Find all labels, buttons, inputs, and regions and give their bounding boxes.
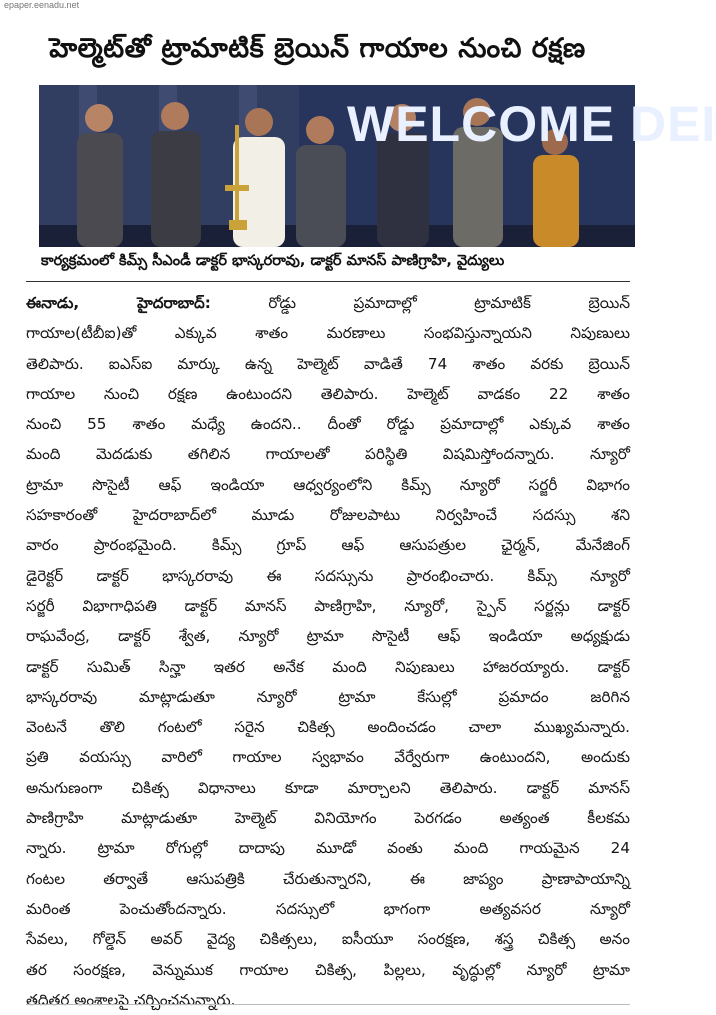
article-line xyxy=(26,530,630,560)
article-line-text: ప్రతి వయస్సు వారిలో గాయాల స్వభావం వేర్వేరుగా ఉంటుందని, అందుకు xyxy=(26,748,630,767)
article-line-text: రాఘవేంద్ర, డాక్టర్‌ శ్వేత, న్యూరో ట్రామా సొసైటీ ఆఫ్‌ ఇండియా అధ్యక్షుడు xyxy=(26,627,630,646)
article-line xyxy=(26,500,630,530)
article-line-text: సేవలు, గోల్డెన్‌ అవర్‌ వైద్య చికిత్సలు, ఐసీయూ సంరక్షణ, శస్త్ర చికిత్స అనం xyxy=(26,930,630,949)
article-line xyxy=(26,833,630,863)
article-line xyxy=(26,470,630,500)
welcome-banner-text: WELCOME DEI xyxy=(347,96,716,152)
article-line xyxy=(26,742,630,772)
article-line-text: పాణిగ్రాహి మాట్లాడుతూ హెల్మెట్‌ వినియోగం పెరగడం అత్యంత కీలకమ xyxy=(26,809,630,828)
article-line xyxy=(26,439,630,469)
article-line-text: భాస్కరరావు మాట్లాడుతూ న్యూరో ట్రామా కేసుల్లో ప్రమాదం జరిగిన xyxy=(26,687,630,706)
article-line xyxy=(26,318,630,348)
dateline: ఈనాడు, హైదరాబాద్‌: xyxy=(26,294,211,312)
article-line xyxy=(26,379,630,409)
article-body xyxy=(26,288,630,1015)
article-line xyxy=(26,803,630,833)
article-line xyxy=(26,864,630,894)
article-line xyxy=(26,924,630,954)
article-line-text: వారం ప్రారంభమైంది. కిమ్స్‌ గ్రూప్‌ ఆఫ్‌ ఆసుపత్రుల ఛైర్మన్‌, మేనేజింగ్‌ xyxy=(26,536,630,555)
article-line-text: సహకారంతో హైదరాబాద్‌లో మూడు రోజులపాటు నిర్వహించే సదస్సు శని xyxy=(26,506,630,525)
article-line xyxy=(26,682,630,712)
bottom-divider xyxy=(26,1004,630,1005)
article-line-text: తెలిపారు. ఐఎస్‌ఐ మార్కు ఉన్న హెల్మెట్‌ వాడితే 74 శాతం వరకు బ్రెయిన్‌ xyxy=(26,354,630,373)
article-line-text: తర సంరక్షణ, వెన్నుముక గాయాల చికిత్స, పిల్లలు, వృద్ధుల్లో న్యూరో ట్రామా xyxy=(26,960,630,979)
article-line-text: న్నారు. ట్రామా రోగుల్లో దాదాపు మూడో వంతు మంది గాయమైన 24 xyxy=(26,839,630,858)
article-line xyxy=(26,712,630,742)
photo-caption: కార్యక్రమంలో కిమ్స్‌ సీఎండీ డాక్టర్‌ భాస్కరరావు, డాక్టర్‌ మానస్‌ పాణిగ్రాహి, వైద్యులు xyxy=(41,253,505,269)
article-line xyxy=(26,985,630,1015)
source-url: epaper.eenadu.net xyxy=(4,0,80,10)
article-line-text: మంది మెదడుకు తగిలిన గాయాలతో పరిస్థితి విషమిస్తోందన్నారు. న్యూరో xyxy=(26,445,630,464)
article-line-text: నుంచి 55 శాతం మధ్యే ఉందని.. దీంతో రోడ్డు ప్రమాదాల్లో ఎక్కువ శాతం xyxy=(26,415,630,434)
event-photo xyxy=(39,85,716,247)
article-line xyxy=(26,591,630,621)
article-line-text: మరింత పెంచుతోందన్నారు. సదస్సులో భాగంగా అత్యవసర న్యూరో xyxy=(26,899,630,918)
article-line xyxy=(26,955,630,985)
article-line xyxy=(26,561,630,591)
headline: హెల్మెట్‌తో ట్రామాటిక్‌ బ్రెయిన్‌ గాయాల నుంచి రక్షణ xyxy=(49,33,586,64)
article-line xyxy=(26,409,630,439)
article-line xyxy=(26,773,630,803)
article-line-text: డైరెక్టర్‌ డాక్టర్‌ భాస్కరరావు ఈ సదస్సును ప్రారంభించారు. కిమ్స్‌ న్యూరో xyxy=(26,566,630,585)
article-line-text: అనుగుణంగా చికిత్స విధానాలు కూడా మార్చాలని తెలిపారు. డాక్టర్‌ మానస్‌ xyxy=(26,778,630,797)
article-line-text: సర్జరీ విభాగాధిపతి డాక్టర్‌ మానస్‌ పాణిగ్రాహి, న్యూరో, స్పైన్‌ సర్జన్లు డాక్టర్‌ xyxy=(26,596,630,615)
article-line xyxy=(26,894,630,924)
article-line xyxy=(26,652,630,682)
article-line xyxy=(26,349,630,379)
article-line-text: గంటల తర్వాతే ఆసుపత్రికి చేరుతున్నారని, ఈ జాప్యం ప్రాణాపాయాన్ని xyxy=(26,869,630,888)
article-line-text: ట్రామా సొసైటీ ఆఫ్‌ ఇండియా ఆధ్వర్యంలోని కిమ్స్‌ న్యూరో సర్జరీ విభాగం xyxy=(26,475,630,494)
article-line-text: తదితర అంశాలపై చర్చించనున్నారు. xyxy=(26,990,236,1009)
article-line xyxy=(26,288,630,318)
article-line-text: గాయాల నుంచి రక్షణ ఉంటుందని తెలిపారు. హెల్మెట్‌ వాడకం 22 శాతం xyxy=(26,384,630,403)
article-line-text: గాయాల(టీబీఐ)తో ఎక్కువ శాతం మరణాలు సంభవిస్తున్నాయని నిపుణులు xyxy=(26,324,630,343)
article-line-text: వెంటనే తొలి గంటలో సరైన చికిత్స అందించడం చాలా ముఖ్యమన్నారు. xyxy=(26,718,630,737)
article-line-text: రోడ్డు ప్రమాదాల్లో ట్రామాటిక్‌ బ్రెయిన్‌ xyxy=(268,294,630,312)
article-line xyxy=(26,621,630,651)
divider xyxy=(26,281,630,282)
article-line-text: డాక్టర్‌ సుమిత్‌ సిన్హా ఇతర అనేక మంది నిపుణులు హాజరయ్యారు. డాక్టర్‌ xyxy=(26,657,630,676)
